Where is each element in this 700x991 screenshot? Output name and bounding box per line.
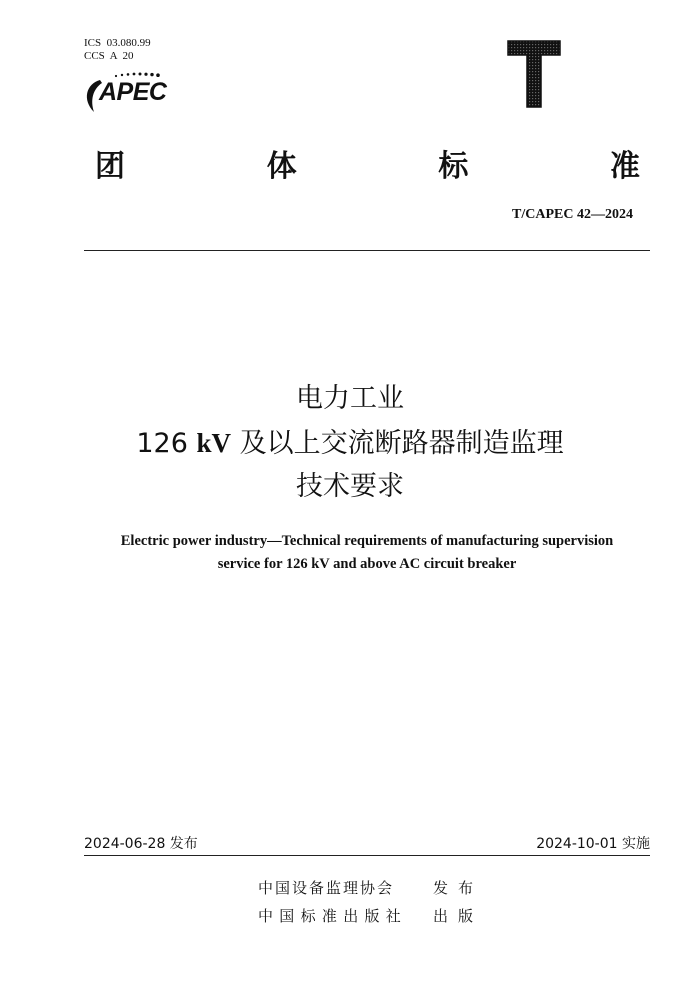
title-en-line2: service for 126 kV and above AC circuit breaker <box>217 556 517 572</box>
title-cn-line3: 技术要求 <box>296 471 404 502</box>
bottom-divider <box>84 855 650 856</box>
implementation-date: 2024-10-01 实施 <box>536 836 650 852</box>
release-date: 2024-06-28 发布 <box>84 836 198 852</box>
t-letter-icon <box>505 38 563 110</box>
standard-code: T/CAPEC 42—2024 <box>512 207 633 222</box>
publisher-name: 中国标准出版社 <box>258 907 408 925</box>
publisher-action: 出版 <box>433 907 484 925</box>
publisher-name: 中国设备监理协会 <box>258 879 395 897</box>
title-cn-subject: 及以上交流断路器制造监理 <box>231 428 564 459</box>
std-type-char: 准 <box>609 149 640 184</box>
publisher-row <box>258 877 483 898</box>
title-cn-unit: kV <box>196 428 232 458</box>
publisher-action: 发布 <box>433 879 484 897</box>
ccs-code: CCS A 20 <box>84 50 134 62</box>
std-type-char: 体 <box>266 149 297 184</box>
ics-code: ICS 03.080.99 <box>84 37 151 49</box>
std-type-char: 团 <box>95 149 125 184</box>
standard-t-mark <box>505 38 563 110</box>
std-type-char: 标 <box>438 149 469 184</box>
title-cn-line2 <box>0 426 700 461</box>
title-cn-line1: 电力工业 <box>296 383 404 414</box>
title-cn-voltage: 126 <box>136 428 197 459</box>
publisher-row <box>258 905 483 926</box>
standard-type-heading <box>95 141 640 185</box>
top-divider <box>84 250 650 251</box>
logo-text: APEC <box>99 78 167 106</box>
title-en-line1: Electric power industry—Technical requirements of manufacturing supervision <box>120 533 614 549</box>
capec-logo <box>80 70 190 120</box>
